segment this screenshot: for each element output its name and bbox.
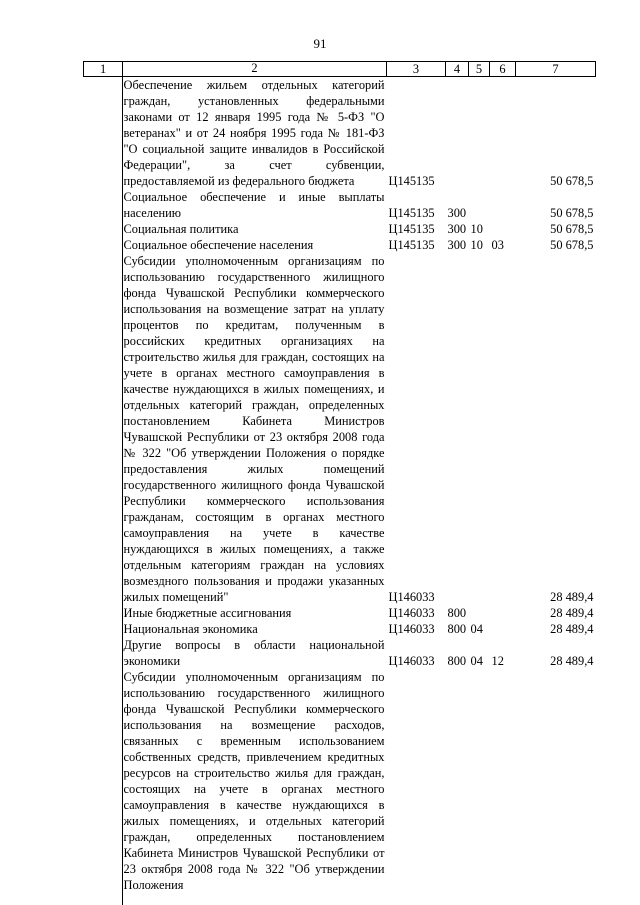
- row-amount: 50 678,5: [550, 238, 594, 252]
- row-amount: 28 489,4: [550, 654, 594, 668]
- table-row: [84, 637, 596, 669]
- row-code: [387, 669, 446, 893]
- header-col-2: 2: [251, 61, 258, 75]
- table-row: [84, 189, 596, 221]
- row-subsection: [490, 77, 516, 190]
- row-expense-type: 800: [447, 606, 467, 620]
- header-col-5: 5: [469, 62, 490, 77]
- row-expense-type: [446, 253, 469, 605]
- row-description: Национальная экономика: [123, 622, 258, 636]
- table-row: [84, 221, 596, 237]
- row-description: Социальное обеспечение и иные выплаты населению: [123, 190, 385, 220]
- row-section: 04: [470, 622, 483, 636]
- row-amount: 28 489,4: [550, 622, 594, 636]
- row-subsection: [490, 189, 516, 221]
- row-subsection: 03: [491, 238, 504, 252]
- row-description: Иные бюджетные ассигнования: [123, 606, 292, 620]
- table-row: [84, 605, 596, 621]
- row-subsection: [490, 253, 516, 605]
- header-col-6: 6: [490, 62, 516, 77]
- column-divider: [122, 61, 123, 905]
- row-code: Ц146033: [388, 606, 435, 620]
- header-col-1: 1: [84, 62, 387, 77]
- row-code: Ц145135: [388, 238, 435, 252]
- row-section: [469, 189, 490, 221]
- row-section: [469, 77, 490, 190]
- row-description: Другие вопросы в области национальной экономики: [123, 638, 385, 668]
- row-expense-type: 300: [447, 222, 467, 236]
- table-row: [84, 237, 596, 253]
- row-expense-type: [446, 669, 469, 893]
- row-amount: 28 489,4: [550, 590, 594, 604]
- header-col-4: 4: [446, 62, 469, 77]
- row-section: [469, 669, 490, 893]
- row-amount: 50 678,5: [550, 174, 594, 188]
- row-expense-type: 800: [447, 622, 467, 636]
- row-description: Субсидии уполномоченным организациям по использованию государственного жилищного фонда Чувашской Республики коммерческого использования на возмещение расходов, связанных с временным использованием собственных средств, привлечением кредитных ресурсов на строительство жилья для граждан, состоящих на учете в органах местного самоуправления в качестве нуждающихся в жилых помещениях, и отдельных категорий граждан, определенных постановлением Кабинета Министров Чувашской Республики от 23 октября 2008 года № 322 "Об утверждении Положения: [123, 670, 385, 892]
- table-row: [84, 253, 596, 605]
- row-amount: 50 678,5: [550, 222, 594, 236]
- row-expense-type: 300: [447, 238, 467, 252]
- row-description: Субсидии уполномоченным организациям по использованию государственного жилищного фонда Чувашской Республики коммерческого использования на возмещение затрат на уплату процентов по кредитам, полученным в российских кредитных организациях на строительство жилья для граждан, состоящих на учете в органах местного самоуправления в качестве нуждающихся в жилых помещениях, и отдельных категорий граждан, определенных постановлением Кабинета Министров Чувашской Республики от 23 октября 2008 года № 322 "Об утверждении Положения о порядке предоставления жилых помещений государственного жилищного фонда Чувашской Республики коммерческого использования гражданам, состоящим в органах местного самоуправления на учете в качестве нуждающихся в жилых помещениях, а также отдельным категориям граждан на условиях возмездного пользования и продажи указанных жилых помещений": [123, 254, 385, 604]
- row-expense-type: 300: [447, 206, 467, 220]
- row-code: Ц146033: [388, 622, 435, 636]
- row-amount: [516, 669, 596, 893]
- row-section: 04: [470, 654, 483, 668]
- table-row: [84, 77, 596, 190]
- row-code: Ц146033: [388, 654, 435, 668]
- row-description: Социальная политика: [123, 222, 239, 236]
- row-subsection: 12: [491, 654, 504, 668]
- row-amount: 50 678,5: [550, 206, 594, 220]
- row-section: [469, 605, 490, 621]
- row-amount: 28 489,4: [550, 606, 594, 620]
- row-expense-type: 800: [447, 654, 467, 668]
- budget-table: [83, 61, 596, 893]
- row-code: Ц145135: [388, 222, 435, 236]
- row-subsection: [490, 669, 516, 893]
- page-number: 91: [313, 36, 327, 51]
- row-section: 10: [470, 222, 483, 236]
- row-code: Ц146033: [388, 590, 435, 604]
- table-row: [84, 621, 596, 637]
- row-description: Обеспечение жильем отдельных категорий граждан, установленных федеральными законами от 12 января 1995 года № 5-ФЗ "О ветеранах" и от 24 ноября 1995 года № 181-ФЗ "О социальной защите инвалидов в Российской Федерации", за счет субвенции, предоставляемой из федерального бюджета: [123, 78, 385, 188]
- row-subsection: [490, 605, 516, 621]
- header-col-7: 7: [516, 62, 596, 77]
- header-col-3: 3: [387, 62, 446, 77]
- row-subsection: [490, 221, 516, 237]
- row-section: 10: [470, 238, 483, 252]
- row-code: Ц145135: [388, 174, 435, 188]
- row-description: Социальное обеспечение населения: [123, 238, 314, 252]
- row-expense-type: [446, 77, 469, 190]
- row-subsection: [490, 621, 516, 637]
- table-row: [84, 669, 596, 893]
- row-code: Ц145135: [388, 206, 435, 220]
- row-section: [469, 253, 490, 605]
